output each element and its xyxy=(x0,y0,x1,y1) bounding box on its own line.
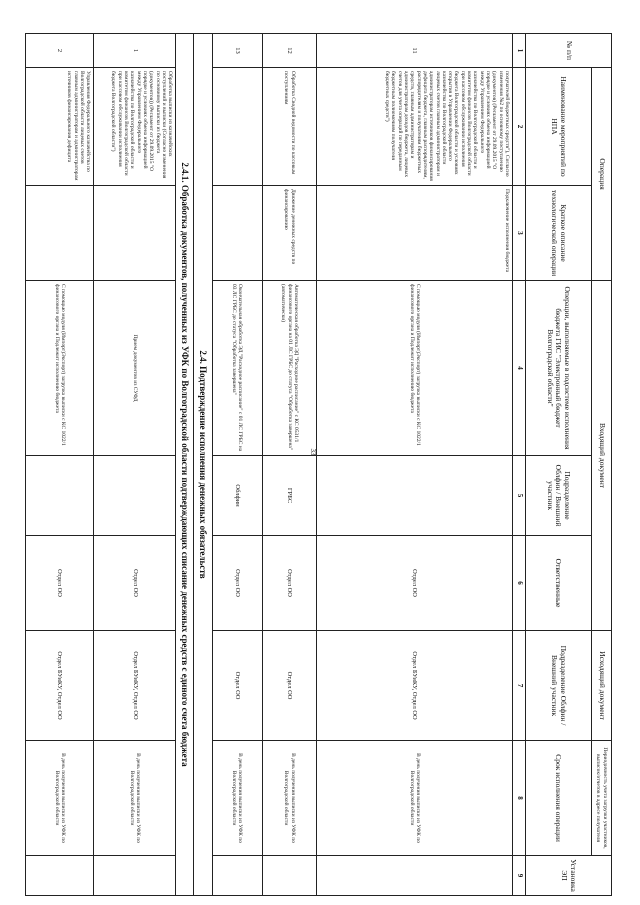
row-desc: Подключение исполнения бюджета xyxy=(317,186,513,281)
header-output-doc: Исходящий документ xyxy=(591,631,611,741)
row-input-unit xyxy=(317,456,513,536)
col-number: 8 xyxy=(512,741,525,856)
row-deadline: В день получения выписки из УФК по Волгоградской области xyxy=(94,741,176,856)
header-col5: Ответственные xyxy=(525,536,591,631)
header-install: Установка ЭП xyxy=(525,856,611,896)
section-title: 2.4. Подтверждение исполнения денежных обязательств xyxy=(194,34,212,896)
col-number: 1 xyxy=(512,34,525,68)
table-row xyxy=(26,34,94,896)
row-resp: Отдел ОО xyxy=(26,536,94,631)
row-output-unit: Отдел ОО xyxy=(212,631,262,741)
table-row xyxy=(262,34,317,896)
col-number: 3 xyxy=(512,186,525,281)
row-op: Автоматическая обработка ЭД "Расходное расписание" с КС 0531/1 финансового органа на 01 ЛС ГРБС до статуса "Обработка завершена" (автоматически) xyxy=(262,281,317,456)
header-operation: Операция xyxy=(591,68,611,281)
row-install xyxy=(262,856,317,896)
row-deadline: В день получения выписки из УФК по Волгоградской области xyxy=(26,741,94,856)
row-desc xyxy=(26,186,94,281)
row-output-unit: Отдел ОО xyxy=(262,631,317,741)
col-number: 2 xyxy=(512,68,525,186)
row-num: 12 xyxy=(262,34,317,68)
row-name: Управления Федерального казначейства по Волгоградской области лицевых счетов главным администраторам и администраторам источников финансирования дефицита xyxy=(26,68,94,186)
row-num: 1 xyxy=(94,34,176,68)
header-input-doc: Входящий документ xyxy=(591,281,611,631)
table-row xyxy=(317,34,513,896)
header-col4: Подразделение Облфин / Внешний участник xyxy=(525,456,591,536)
header-col7: Срок исполнения операции xyxy=(525,741,591,856)
row-resp: Отдел ОО xyxy=(317,536,513,631)
row-op: С помощью модуля (Импорт)Экспорт) загрузка выписки с КС 1022/1 финансового органа и Подлежит исполнению бюджета xyxy=(26,281,94,456)
row-op: Прием документов из СУФД xyxy=(94,281,176,456)
col-number: 9 xyxy=(512,856,525,896)
row-input-unit: Облфин xyxy=(212,456,262,536)
row-op: Окончательная обработка ЭД "Расходное расписание" с 01 ЛС ГРБС на 03 ЛС ГРБС до статуса "Обработка завершена" xyxy=(212,281,262,456)
col-number: 6 xyxy=(512,536,525,631)
row-resp: Отдел ОО xyxy=(212,536,262,631)
row-resp: Отдел ОО xyxy=(94,536,176,631)
table-row xyxy=(212,34,262,896)
row-input-unit xyxy=(94,456,176,536)
header-col6: Подразделение Облфин / Внешний участник xyxy=(525,631,591,741)
row-input-unit: ГРБС xyxy=(262,456,317,536)
row-output-unit: Отдел БУиКУ, Отдел ОО xyxy=(26,631,94,741)
row-deadline: В день получения выписки из УФК по Волгоградской области xyxy=(317,741,513,856)
row-num: 13 xyxy=(212,34,262,68)
row-op: С помощью модуля (Импорт)Экспорт) загрузка выписки с КС 1022/1 финансового органа и Подлежит исполнению бюджета xyxy=(317,281,513,456)
header-col1: Наименование мероприятий по НПА xyxy=(525,68,591,186)
operations-table xyxy=(25,33,612,896)
row-name: получателей бюджетных средств"), Согласно изменения №2 по основному поступлению (документов) (Регламент от 29.09.2015 "О порядке и условиях обмена информацией между Управлением Федерального казначейства по Волгоградской области и комитетом финансов Волгоградской области при кассовом обслуживании исполнения бюджета Волгоградской области и условиях открытия в Управлении Федерального казначейства по Волгоградской области лицевых счетов главным администраторам и администраторам источников финансирования дефицита бюджета, главным распорядителям, распорядителям и получателям бюджетных средств, главным администраторам и администраторам доходов бюджета, лицевых счетов для учета операций по переданным бюджетным полномочиям получателя бюджетных средств") xyxy=(317,68,513,186)
table-row xyxy=(94,34,176,896)
page-number: 33 xyxy=(309,448,317,456)
row-output-unit: Отдел БУиКУ, Отдел ОО xyxy=(94,631,176,741)
row-deadline: В день получения выписки из УФК по Волгоградской области xyxy=(212,741,262,856)
subsection-title: 2.4.1. Обработка документов, полученных из УФК по Волгоградской области подтверждающих списание денежных средств с единого счета бюджета xyxy=(176,34,194,896)
row-install xyxy=(212,856,262,896)
header-col3: Операции, выполняемые в подсистеме исполнения бюджета ГИС "Электронный бюджет Волгоградской области" xyxy=(525,281,591,456)
row-desc xyxy=(212,186,262,281)
row-input-unit xyxy=(26,456,94,536)
row-name: Обработка выписки из казначейских поступлений и выписки (Согласно изменения по основному выписки из бюджета (документов)) (Регламент от 29.09.2015 "О порядке и условиях обмена информацией между Управлением Федерального казначейства по Волгоградской области и комитетом финансов Волгоградской области при кассовом обслуживании исполнения бюджета Волгоградской области") xyxy=(94,68,176,186)
row-num: 11 xyxy=(317,34,513,68)
col-number: 4 xyxy=(512,281,525,456)
row-output-unit: Отдел БУиКУ, Отдел ОО xyxy=(317,631,513,741)
row-desc xyxy=(94,186,176,281)
column-numbers-row xyxy=(512,34,525,896)
row-desc: Движение денежных средств по финансированию xyxy=(262,186,317,281)
row-install xyxy=(26,856,94,896)
row-deadline: В день получения выписки из УФК по Волгоградской области xyxy=(262,741,317,856)
col-number: 5 xyxy=(512,456,525,536)
row-num: 2 xyxy=(26,34,94,68)
rotated-table-container xyxy=(25,33,612,895)
header-num: № п/п xyxy=(525,34,611,68)
row-name xyxy=(212,68,262,186)
header-col2: Краткое описание технологической операции xyxy=(525,186,591,281)
row-name: Обработка Сводной ведомости по кассовым поступлениям xyxy=(262,68,317,186)
row-install xyxy=(94,856,176,896)
row-resp: Отдел ОО xyxy=(262,536,317,631)
col-number: 7 xyxy=(512,631,525,741)
row-install xyxy=(317,856,513,896)
header-deadline: Периодичность учета загрузки участников, выписок/отчетов в адресе получателя xyxy=(591,741,611,856)
